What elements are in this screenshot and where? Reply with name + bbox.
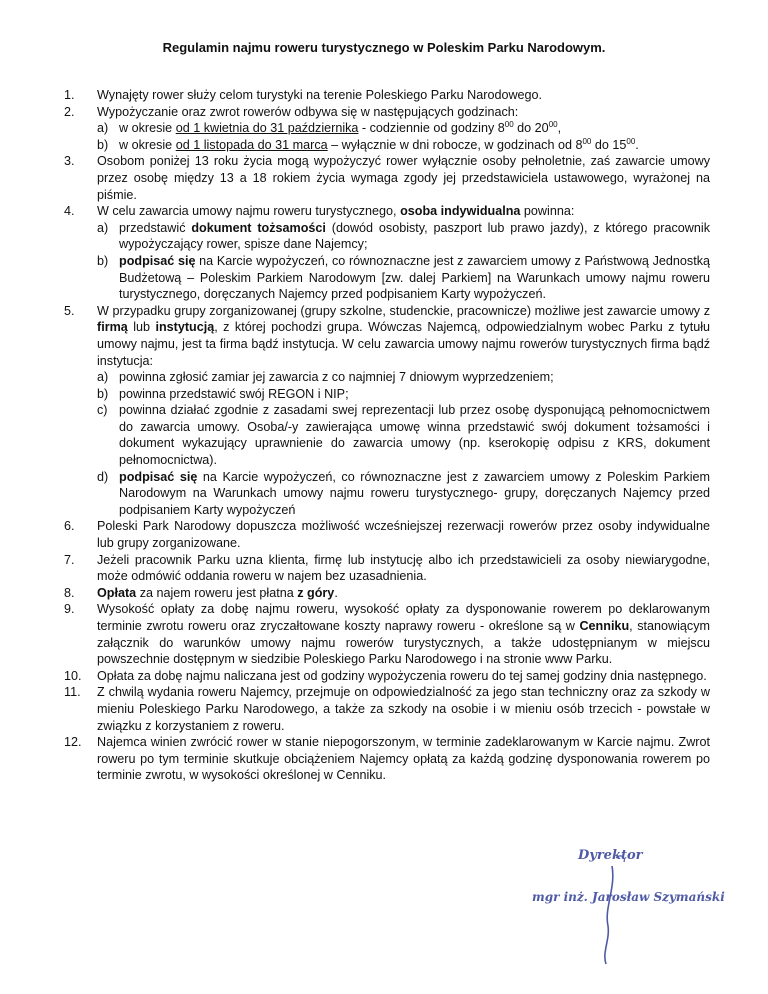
item-text: Wynajęty rower służy celom turystyki na terenie Poleskiego Parku Narodowego. (97, 88, 543, 102)
sub-item (97, 469, 710, 519)
sub-item (97, 137, 710, 154)
text: przedstawić (119, 220, 192, 235)
bold-text: podpisać się (119, 253, 196, 268)
list-item (64, 303, 710, 519)
sub-list (97, 120, 710, 153)
sub-number: b) (97, 386, 109, 401)
stamp-title: Dyrektor (578, 848, 643, 863)
item-text: Osobom poniżej 13 roku życia mogą wypożyczyć rower wyłącznie osoby pełnoletnie, zaś zawarcie umowy przez osobę między 13 a 18 rokiem życia wymaga zgody jej przedstawiciela ustawowego, wyrażonej na piśmie. (97, 154, 710, 202)
sub-item (97, 120, 710, 137)
text: w okresie (119, 121, 176, 136)
list-item (64, 734, 710, 784)
underlined-period: od 1 kwietnia do 31 października (175, 121, 359, 136)
text: lub (127, 320, 156, 335)
item-number: 8. (64, 585, 75, 600)
sub-item (97, 369, 710, 386)
sub-number: b) (97, 137, 109, 152)
director-signature-stamp (520, 848, 725, 968)
sub-number: b) (97, 253, 109, 268)
list-item (64, 518, 710, 551)
item-text: Z chwilą wydania roweru Najemcy, przejmuje on odpowiedzialność za jego stan techniczny oraz za szkody w mieniu Poleskiego Parku Narodowego, a także za szkody na osobie i w mieniu osób trzecich - powstałe w związku z korzystaniem z roweru. (97, 685, 710, 733)
list-item (64, 668, 710, 685)
item-text: Wypożyczanie oraz zwrot rowerów odbywa się w następujących godzinach: (97, 104, 519, 119)
list-item (64, 153, 710, 203)
list-item (64, 684, 710, 734)
item-text: Jeżeli pracownik Parku uzna klienta, firmę lub instytucję albo ich przedstawicieli za osoby niewiarygodne, może odmówić oddania roweru w najem bez uzasadnienia. (97, 552, 710, 584)
list-item (64, 585, 710, 602)
text: , (557, 121, 562, 136)
sub-item (97, 253, 710, 303)
text: . (635, 137, 639, 152)
text: w okresie (119, 137, 176, 152)
item-number: 2. (64, 104, 75, 119)
list-item (64, 601, 710, 667)
page-title: Regulamin najmu roweru turystycznego w Poleskim Parku Narodowym. (162, 40, 606, 55)
bold-text: Opłata (97, 585, 137, 600)
item-number: 12. (64, 735, 82, 750)
sub-number: a) (97, 121, 109, 136)
superscript: 00 (582, 136, 592, 146)
bold-text: firmą (97, 320, 128, 335)
text: powinna działać zgodnie z zasadami swej reprezentacji lub przez osobę dysponującą pełnomocnictwem do zawarcia umowy. Osoba/-y zawierająca umowę winna przedstawić swój dokument tożsamości i dokument wykazujący uprawnienie do zawarcia umowy (np. kserokopię odpisu z KRS, dokument pełnomocnictwa). (119, 403, 710, 468)
text: za najem roweru jest płatna (136, 585, 298, 600)
item-number: 4. (64, 204, 75, 219)
sub-item (97, 386, 710, 403)
bold-text: dokument tożsamości (191, 220, 326, 235)
text: W celu zawarcia umowy najmu roweru turystycznego, (97, 204, 401, 219)
sub-number: a) (97, 220, 109, 235)
text: . (334, 585, 338, 600)
text: - codziennie od godziny 8 (358, 121, 505, 136)
superscript: 00 (504, 120, 514, 129)
text: (dowód osobisty, paszport lub prawo jazdy), z którego pracownik wypożyczający rower, spisze dane Najemcy; (119, 220, 710, 252)
sub-list (97, 369, 710, 518)
stamp-name: mgr inż. Jarosław Szymański (532, 890, 725, 904)
bold-text: instytucją (155, 320, 215, 335)
item-number: 1. (64, 88, 75, 102)
handwritten-signature (520, 848, 720, 968)
bold-text: podpisać się (119, 469, 198, 484)
list-item (64, 203, 710, 303)
item-number: 11. (64, 685, 81, 700)
item-text: Najemca winien zwrócić rower w stanie niepogorszonym, w terminie zadeklarowanym w Karcie najmu. Zwrot roweru po tym terminie skutkuje obciążeniem Najemcy opłatą za każdą godzinę dysponowania rowerem po terminie zwrotu, w wysokości określonej w Cenniku. (97, 735, 710, 783)
text: , stanowiącym załącznik do warunków umowy najmu rowerów turystycznych, a także udostępnianym w miejscu powszechnie dostępnym w siedzibie Poleskiego Parku Narodowego i na stronie www Parku. (97, 619, 710, 667)
superscript: 00 (548, 120, 558, 129)
text: , z której pochodzi grupa. Wówczas Najemcą, odpowiedzialnym wobec Parku z tytułu umowy najmu, jest ta firma bądź instytucja. W celu zawarcia umowy najmu rowerów turystycznych firma bądź instytucja: (97, 320, 710, 368)
text: – wyłącznie w dni robocze, w godzinach od 8 (327, 137, 583, 152)
text: powinna: (520, 204, 575, 219)
sub-list (97, 220, 710, 303)
item-number: 7. (64, 552, 75, 567)
text: powinna zgłosić zamiar jej zawarcia z co najmniej 7 dniowym wyprzedzeniem; (119, 370, 554, 385)
superscript: 00 (626, 136, 636, 146)
item-number: 6. (64, 519, 75, 534)
list-item (64, 104, 710, 154)
text: na Karcie wypożyczeń, co równoznaczne jest z zawarciem umowy z Państwową Jednostką Budżetową – Poleskim Parkiem Narodowym [zw. dalej Parkiem] na Warunkach umowy najmu roweru turystycznego, doręczanych Najemcy przed podpisaniem Karty wypożyczeń. (119, 253, 710, 302)
list-item (64, 87, 710, 104)
sub-number: a) (97, 370, 109, 385)
item-number: 9. (64, 602, 75, 617)
item-text: Poleski Park Narodowy dopuszcza możliwość wcześniejszej rezerwacji rowerów przez osoby indywidualne lub grupy zorganizowane. (97, 519, 710, 551)
text: do 15 (591, 137, 627, 152)
regulations-list (64, 87, 710, 784)
item-number: 3. (64, 154, 75, 169)
list-item (64, 552, 710, 585)
text: na Karcie wypożyczeń, co równoznaczne jest z zawarciem umowy z Poleskim Parkiem Narodowym na Warunkach umowy najmu roweru turystycznego- grupy, doręczanych Najemcy przed podpisaniem Karty wypożyczeń (119, 469, 710, 517)
text: Wysokość opłaty za dobę najmu roweru, wysokość opłaty za dysponowanie rowerem po deklarowanym terminie zwrotu roweru oraz zryczałtowane koszty naprawy roweru - określone są w (97, 602, 710, 633)
sub-number: c) (97, 403, 108, 418)
text: powinna przedstawić swój REGON i NIP; (119, 386, 349, 401)
bold-text: Cenniku (579, 619, 630, 633)
sub-item (97, 220, 710, 253)
bold-text: osoba indywidualna (400, 204, 521, 219)
item-number: 10. (64, 668, 82, 683)
item-text: Opłata za dobę najmu naliczana jest od godziny wypożyczenia roweru do tej samej godziny dnia następnego. (97, 668, 707, 683)
underlined-period: od 1 listopada do 31 marca (175, 137, 328, 152)
bold-text: z góry (297, 585, 335, 600)
sub-number: d) (97, 469, 109, 484)
text: W przypadku grupy zorganizowanej (grupy szkolne, studenckie, pracownicze) możliwe jest zawarcie umowy z (97, 303, 710, 318)
item-number: 5. (64, 303, 75, 318)
text: do 20 (513, 121, 549, 136)
sub-item (97, 402, 710, 468)
